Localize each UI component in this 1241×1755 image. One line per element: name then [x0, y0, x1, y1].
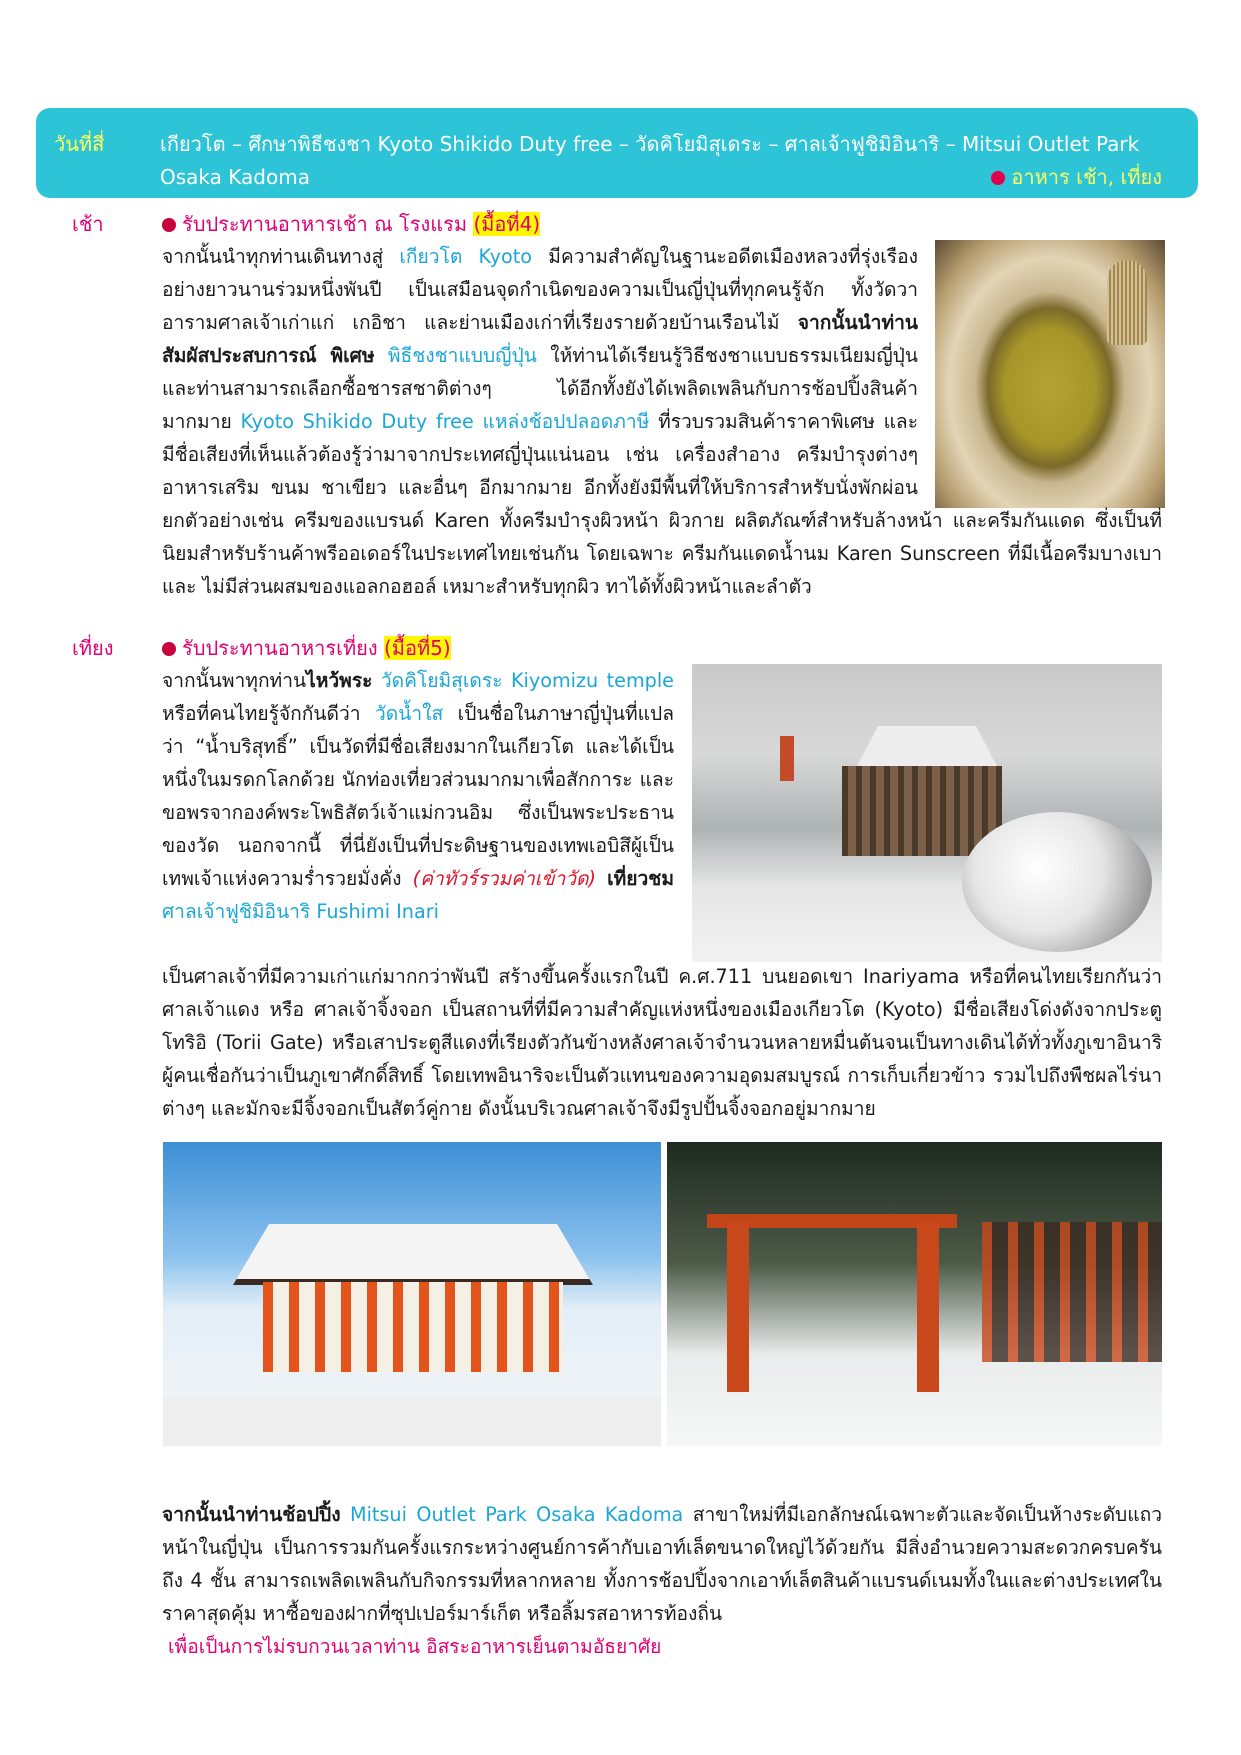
fee-note: (ค่าทัวร์รวมค่าเข้าวัด) [412, 867, 596, 890]
torii-tunnel [982, 1222, 1162, 1362]
morning-text-block: จากนั้นนำทุกท่านเดินทางสู่ เกียวโต Kyoto มีความสำคัญในฐานะอดีตเมืองหลวงที่รุ่งเรืองอย่างยาวนานร่วมหนึ่งพันปี เป็นเสมือนจุดกำเนิดของความเป็นญี่ปุ่นที่ทุกคนรู้จัก ทั้งวัดวาอารามศาลเจ้าเก่าแก่ เกอิชา และย่านเมืองเก่าที่เรียงรายด้วยบ้านเรือนไม้ จากนั้นนำท่านสัมผัสประสบการณ์ พิเศษ พิธีชงชาแบบญี่ปุ่น ให้ท่านได้เรียนรู้วิธีชงชาแบบธรรมเนียมญี่ปุ่น และท่านสามารถเลือกซื้อชารสชาติต่างๆ ได้อีกทั้งยังได้เพลิดเพลินกับการช้อปปิ้งสินค้ามากมาย Kyoto Shikido Duty free แหล่งช้อปปลอดภาษี ที่รวบรวมสินค้าราคาพิเศษ และมีชื่อเสียงที่เห็นแล้วต้องรู้ว่ามาจากประเทศญี่ปุ่นแน่นอน เช่น เครื่องสำอาง ครีมบำรุงต่างๆ อาหารเสริม ขนม ชาเขียว และอื่นๆ อีกมากมาย อีกทั้งยังมีพื้นที่ให้บริการสำหรับนั่งพักผ่อน [162, 240, 918, 504]
fushimi-link[interactable]: ศาลเจ้าฟูชิมิอินาริ Fushimi Inari [162, 900, 439, 923]
hall-body [263, 1282, 563, 1372]
fushimi-text-block: เป็นศาลเจ้าที่มีความเก่าแก่มากกว่าพันปี สร้างขึ้นครั้งแรกในปี ค.ศ.711 บนยอดเขา Inariyama หรือที่คนไทยเรียกกันว่าศาลเจ้าแดง หรือ ศาลเจ้าจิ้งจอก เป็นสถานที่ที่มีความสำคัญแห่งหนึ่งของเมืองเกียวโต (Kyoto) มีชื่อเสียงโด่งดังจากประตูโทริอิ (Torii Gate) หรือเสาประตูสีแดงที่เรียงตัวกันข้างหลังศาลเจ้าจำนวนหลายหมื่นต้นจนเป็นทางเดินได้ทั่วทั้งภูเขาอินาริ ผู้คนเชื่อกันว่าเป็นภูเขาศักดิ์สิทธิ์ โดยเทพอินาริจะเป็นตัวแทนของความอุดมสมบูรณ์ การเก็บเกี่ยวข้าว รวมไปถึงพืชผลไร่นาต่างๆ และมักจะมีจิ้งจอกเป็นสัตว์คู่กาย ดังนั้นบริเวณศาลเจ้าจึงมีรูปปั้นจิ้งจอกอยู่มากมาย [162, 965, 1162, 1120]
noon-label: เที่ยง [72, 636, 114, 660]
matcha-photo [935, 240, 1165, 508]
duty-free-link[interactable]: Kyoto Shikido Duty free แหล่งช้อปปลอดภาษี [240, 410, 650, 433]
kiyomizu-link[interactable]: วัดคิโยมิสุเดระ Kiyomizu temple [380, 669, 674, 692]
morning-meal: รับประทานอาหารเช้า ณ โรงแรม (มื้อที่4) [162, 208, 540, 240]
snow-tree [962, 812, 1152, 952]
morning-text-lead: ที่รวบรวมสินค้าราคาพิเศษ และมีชื่อเสียงที่เห็นแล้วต้องรู้ว่ามาจากประเทศญี่ปุ่นแน่นอน เช่น เครื่องสำอาง ครีมบำรุงต่างๆ อาหารเสริม ขนม ชาเขียว และอื่นๆ อีกมากมาย อีกทั้งยังมีพื้นที่ให้บริการสำหรับนั่งพักผ่อน [162, 410, 918, 499]
torii-photo [667, 1142, 1162, 1446]
pagoda [780, 736, 794, 781]
dinner-note: เพื่อเป็นการไม่รบกวนเวลาท่าน อิสระอาหารเย็นตามอัธยาศัย [168, 1635, 662, 1658]
nam-sai-link[interactable]: วัดน้ำใส [374, 702, 444, 725]
tea-whisk [1107, 260, 1147, 345]
route-line-1: เกียวโต – ศึกษาพิธีชงชา Kyoto Shikido Duty free – วัดคิโยมิสุเดระ – ศาลเจ้าฟูชิมิอินาริ – Mitsui Outlet Park [160, 132, 1140, 156]
meal-tag: (มื้อที่4) [473, 212, 541, 236]
tea-ceremony-link[interactable]: พิธีชงชาแบบญี่ปุ่น [387, 344, 537, 367]
kiyomizu-photo [692, 664, 1162, 962]
noon-meal: รับประทานอาหารเที่ยง (มื้อที่5) [162, 632, 451, 664]
morning-label: เช้า [72, 212, 104, 236]
torii-pillar [727, 1222, 749, 1392]
hall-roof [233, 1224, 593, 1285]
kyoto-link[interactable]: เกียวโต Kyoto [399, 245, 533, 268]
route-line-2: Osaka Kadoma [160, 165, 310, 189]
noon-text-block: จากนั้นพาทุกท่านไหว้พระ วัดคิโยมิสุเดระ Kiyomizu temple หรือที่คนไทยรู้จักกันดีว่า วัดน้ำใส เป็นชื่อในภาษาญี่ปุ่นที่แปลว่า “น้ำบริสุทธิ์” เป็นวัดที่มีชื่อเสียงมากในเกียวโต และได้เป็นหนึ่งในมรดกโลกด้วย นักท่องเที่ยวส่วนมากมาเพื่อสักการะ และขอพรจากองค์พระโพธิสัตว์เจ้าแม่กวนอิม ซึ่งเป็นพระประธานของวัด นอกจากนี้ ที่นี่ยังเป็นที่ประดิษฐานของเทพเอบิสึผู้เป็นเทพเจ้าแห่งความร่ำรวยมั่งคั่ง (ค่าทัวร์รวมค่าเข้าวัด) เที่ยวชม ศาลเจ้าฟูชิมิอินาริ Fushimi Inari [162, 669, 674, 923]
morning-text-rest: ยกตัวอย่างเช่น ครีมของแบรนด์ Karen ทั้งครีมบำรุงผิวหน้า ผิวกาย ผลิตภัณฑ์สำหรับล้างหน้า และครีมกันแดด ซึ่งเป็นที่นิยมสำหรับร้านค้าพรีออเดอร์ในประเทศไทยเช่นกัน โดยเฉพาะ ครีมกันแดดน้ำนม Karen Sunscreen ที่มีเนื้อครีมบางเบา และ ไม่มีส่วนผสมของแอลกอฮอล์ เหมาะสำหรับทุกผิว ทาได้ทั้งผิวหน้าและลำตัว [162, 509, 1162, 598]
fushimi-hall-photo [163, 1142, 661, 1446]
meal-icon [162, 642, 176, 656]
meals-summary: อาหาร เช้า, เที่ยง [991, 161, 1162, 193]
meal-icon [162, 218, 176, 232]
meal-icon [991, 171, 1005, 185]
outlet-text-block: จากนั้นนำท่านช้อปปิ้ง Mitsui Outlet Park Osaka Kadoma สาขาใหม่ที่มีเอกลักษณ์เฉพาะตัวและจัดเป็นห้างระดับแถวหน้าในญี่ปุ่น เป็นการรวมกันครั้งแรกระหว่างศูนย์การค้ากับเอาท์เล็ตขนาดใหญ่ไว้ด้วยกัน มีสิ่งอำนวยความสะดวกครบครันถึง 4 ชั้น สามารถเพลิดเพลินกับกิจกรรมที่หลากหลาย ทั้งการช้อปปิ้งจากเอาท์เล็ตสินค้าแบรนด์เนมทั้งในและต่างประเทศในราคาสุดคุ้ม หาซื้อของฝากที่ซุปเปอร์มาร์เก็ต หรือลิ้มรสอาหารท้องถิ่น [162, 1503, 1162, 1625]
outlet-link[interactable]: Mitsui Outlet Park Osaka Kadoma [350, 1503, 684, 1526]
meal-tag: (มื้อที่5) [383, 636, 451, 660]
day-label: วันที่สี่ [54, 132, 105, 156]
torii-pillar [917, 1222, 939, 1392]
snow-ground [163, 1396, 661, 1446]
day-banner [36, 108, 1198, 198]
temple-roof [857, 726, 997, 766]
morning-text-continued [162, 504, 1162, 628]
